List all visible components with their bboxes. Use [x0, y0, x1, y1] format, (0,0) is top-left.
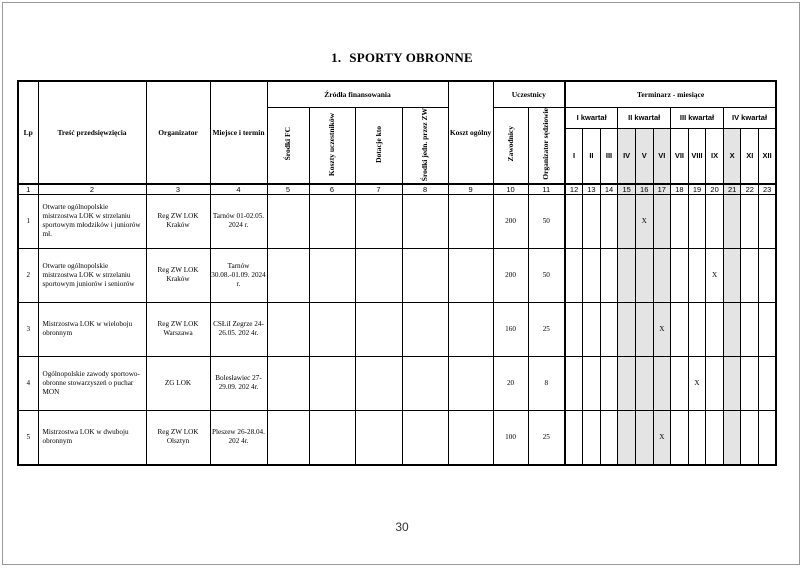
cell-zrodla	[267, 356, 309, 410]
cell-zrodla	[309, 302, 355, 356]
cell-zrodla	[267, 194, 309, 248]
cell-lp: 4	[18, 356, 38, 410]
header-dotacje-label: Dotacje kto	[373, 125, 383, 163]
cell-sedziowie: 50	[528, 194, 565, 248]
cell-organizator: Reg ZW LOK Kraków	[146, 248, 210, 302]
month-cell	[618, 302, 636, 356]
cell-zrodla	[267, 248, 309, 302]
header-month: VII	[671, 129, 689, 184]
cell-lp: 5	[18, 410, 38, 465]
column-number: 17	[653, 184, 671, 195]
cell-lp: 2	[18, 248, 38, 302]
cell-tresc: Ogólnopolskie zawody sportowo-obronne stowarzyszeń o puchar MON	[38, 356, 146, 410]
title-number: 1.	[331, 50, 342, 65]
header-month: III	[600, 129, 618, 184]
cell-koszt	[448, 194, 493, 248]
cell-sedziowie: 25	[528, 302, 565, 356]
cell-lp: 1	[18, 194, 38, 248]
month-cell	[565, 356, 583, 410]
cell-zawodnicy: 160	[493, 302, 528, 356]
month-cell	[583, 194, 601, 248]
month-cell	[759, 302, 777, 356]
month-cell	[671, 194, 689, 248]
header-koszt: Koszt ogólny	[448, 81, 493, 184]
month-cell	[688, 194, 706, 248]
column-number: 14	[600, 184, 618, 195]
cell-organizator: Reg ZW LOK Kraków	[146, 194, 210, 248]
month-cell	[723, 302, 741, 356]
cell-miejsce: Bolesławiec 27-29.09. 202 4r.	[210, 356, 267, 410]
month-cell	[583, 410, 601, 465]
table-row	[18, 410, 776, 465]
month-mark: X	[688, 356, 706, 410]
cell-zrodla	[402, 356, 448, 410]
month-cell	[723, 248, 741, 302]
header-miejsce: Miejsce i termin	[210, 81, 267, 184]
month-cell	[600, 248, 618, 302]
header-month: V	[635, 129, 653, 184]
month-cell	[759, 410, 777, 465]
cell-koszt	[448, 410, 493, 465]
month-cell	[759, 248, 777, 302]
column-number: 7	[355, 184, 402, 195]
table-row	[18, 248, 776, 302]
month-cell	[618, 194, 636, 248]
column-number: 20	[706, 184, 724, 195]
header-month: XI	[741, 129, 759, 184]
month-cell	[653, 248, 671, 302]
header-month: VI	[653, 129, 671, 184]
month-cell	[741, 248, 759, 302]
month-cell	[600, 302, 618, 356]
cell-tresc: Mistrzostwa LOK w dwuboju obronnym	[38, 410, 146, 465]
month-cell	[583, 302, 601, 356]
column-number-row	[18, 184, 776, 195]
cell-zrodla	[402, 410, 448, 465]
header-srodki-jedn	[402, 107, 448, 184]
month-cell	[565, 410, 583, 465]
month-cell	[635, 356, 653, 410]
cell-zrodla	[402, 248, 448, 302]
month-cell	[618, 248, 636, 302]
header-zawodnicy	[493, 107, 528, 184]
cell-sedziowie: 8	[528, 356, 565, 410]
month-cell	[635, 248, 653, 302]
cell-sedziowie: 25	[528, 410, 565, 465]
column-number: 15	[618, 184, 636, 195]
cell-tresc: Otwarte ogólnopolskie mistrzostwa LOK w strzelaniu sportowym młodzików i juniorów mł.	[38, 194, 146, 248]
cell-koszt	[448, 356, 493, 410]
cell-zrodla	[309, 248, 355, 302]
column-number: 16	[635, 184, 653, 195]
cell-zrodla	[309, 194, 355, 248]
header-sedziowie-label: Organizator sędziowie	[541, 108, 551, 180]
cell-zawodnicy: 20	[493, 356, 528, 410]
month-cell	[618, 356, 636, 410]
month-cell	[723, 356, 741, 410]
header-month: IX	[706, 129, 724, 184]
month-cell	[653, 194, 671, 248]
cell-tresc: Mistrzostwa LOK w wieloboju obronnym	[38, 302, 146, 356]
month-cell	[583, 248, 601, 302]
cell-zrodla	[309, 356, 355, 410]
column-number: 10	[493, 184, 528, 195]
cell-zrodla	[355, 248, 402, 302]
header-quarter-3: III kwartał	[671, 107, 724, 129]
month-cell	[706, 302, 724, 356]
header-quarter-4: IV kwartał	[723, 107, 776, 129]
cell-zrodla	[402, 302, 448, 356]
column-number: 2	[38, 184, 146, 195]
column-number: 22	[741, 184, 759, 195]
month-cell	[741, 410, 759, 465]
cell-zrodla	[355, 356, 402, 410]
month-cell	[671, 410, 689, 465]
header-month: IV	[618, 129, 636, 184]
column-number: 11	[528, 184, 565, 195]
month-cell	[565, 194, 583, 248]
cell-zawodnicy: 100	[493, 410, 528, 465]
cell-zrodla	[355, 302, 402, 356]
month-cell	[723, 194, 741, 248]
header-lp: Lp	[18, 81, 38, 184]
header-month: VIII	[688, 129, 706, 184]
month-cell	[688, 410, 706, 465]
column-number: 21	[723, 184, 741, 195]
cell-organizator: Reg ZW LOK Warszawa	[146, 302, 210, 356]
month-mark: X	[706, 248, 724, 302]
column-number: 3	[146, 184, 210, 195]
month-cell	[741, 302, 759, 356]
month-mark: X	[653, 302, 671, 356]
header-zawodnicy-label: Zawodnicy	[505, 126, 515, 162]
month-cell	[565, 248, 583, 302]
column-number: 19	[688, 184, 706, 195]
cell-zawodnicy: 200	[493, 248, 528, 302]
header-srodki-jedn-label: Środki jedn. przez ZW	[420, 107, 430, 181]
cell-organizator: ZG LOK	[146, 356, 210, 410]
header-srodki-fc-label: Środki FC	[283, 127, 293, 161]
header-koszty-uczestnikow	[309, 107, 355, 184]
cell-koszt	[448, 302, 493, 356]
column-number: 6	[309, 184, 355, 195]
cell-zrodla	[355, 410, 402, 465]
column-number: 8	[402, 184, 448, 195]
page-number: 30	[395, 520, 409, 534]
header-organizator: Organizator	[146, 81, 210, 184]
month-cell	[671, 248, 689, 302]
month-cell	[759, 194, 777, 248]
header-uczestnicy: Uczestnicy	[493, 81, 565, 107]
column-number: 18	[671, 184, 689, 195]
month-cell	[583, 356, 601, 410]
header-koszty-uczestnikow-label: Koszty uczestników	[327, 112, 337, 176]
month-cell	[688, 248, 706, 302]
cell-zawodnicy: 200	[493, 194, 528, 248]
column-number: 1	[18, 184, 38, 195]
header-month: I	[565, 129, 583, 184]
month-cell	[653, 356, 671, 410]
month-cell	[706, 410, 724, 465]
month-cell	[635, 410, 653, 465]
cell-zrodla	[309, 410, 355, 465]
column-number: 4	[210, 184, 267, 195]
cell-tresc: Otwarte ogólnopolskie mistrzostwa LOK w strzelaniu sportowym juniorów i seniorów	[38, 248, 146, 302]
header-dotacje	[355, 107, 402, 184]
cell-sedziowie: 50	[528, 248, 565, 302]
month-cell	[759, 356, 777, 410]
header-month: XII	[759, 129, 777, 184]
header-month: II	[583, 129, 601, 184]
cell-zrodla	[267, 410, 309, 465]
events-table	[17, 80, 777, 466]
month-mark: X	[653, 410, 671, 465]
header-quarter-1: I kwartał	[565, 107, 618, 129]
cell-miejsce: Tarnów 30.08.-01.09. 2024 r.	[210, 248, 267, 302]
column-number: 9	[448, 184, 493, 195]
cell-miejsce: Pleszew 26-28.04. 202 4r.	[210, 410, 267, 465]
month-cell	[671, 302, 689, 356]
cell-koszt	[448, 248, 493, 302]
cell-zrodla	[267, 302, 309, 356]
month-cell	[600, 356, 618, 410]
table-row	[18, 194, 776, 248]
header-quarter-2: II kwartał	[618, 107, 671, 129]
month-cell	[741, 194, 759, 248]
cell-miejsce: CSŁiI Zegrze 24-26.05. 202 4r.	[210, 302, 267, 356]
page-title	[0, 50, 804, 66]
cell-zrodla	[355, 194, 402, 248]
month-cell	[741, 356, 759, 410]
month-cell	[688, 302, 706, 356]
month-cell	[723, 410, 741, 465]
header-zrodla: Źródła finansowania	[267, 81, 448, 107]
cell-zrodla	[402, 194, 448, 248]
month-cell	[671, 356, 689, 410]
month-cell	[600, 194, 618, 248]
month-cell	[706, 194, 724, 248]
month-cell	[635, 302, 653, 356]
month-cell	[600, 410, 618, 465]
cell-miejsce: Tarnów 01-02.05. 2024 r.	[210, 194, 267, 248]
header-terminarz: Terminarz - miesiące	[565, 81, 776, 107]
month-cell	[706, 356, 724, 410]
month-cell	[565, 302, 583, 356]
header-sedziowie	[528, 107, 565, 184]
column-number: 13	[583, 184, 601, 195]
column-number: 23	[759, 184, 777, 195]
column-number: 12	[565, 184, 583, 195]
month-mark: X	[635, 194, 653, 248]
column-number: 5	[267, 184, 309, 195]
header-month: X	[723, 129, 741, 184]
title-text: SPORTY OBRONNE	[349, 50, 473, 65]
cell-organizator: Reg ZW LOK Olsztyn	[146, 410, 210, 465]
month-cell	[618, 410, 636, 465]
table-row	[18, 356, 776, 410]
cell-lp: 3	[18, 302, 38, 356]
table-row	[18, 302, 776, 356]
header-srodki-fc	[267, 107, 309, 184]
header-tresc: Treść przedsięwzięcia	[38, 81, 146, 184]
table-body	[18, 194, 776, 465]
